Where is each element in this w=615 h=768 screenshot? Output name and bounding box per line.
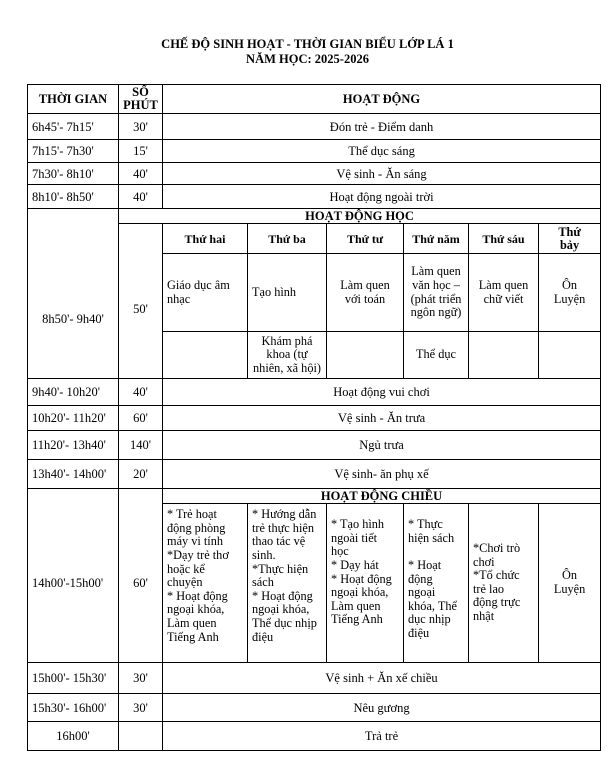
table-row — [28, 405, 601, 430]
table-row — [28, 722, 601, 751]
afternoon-tue: * Hướng dẫn trẻ thực hiện thao tác vệ sinh. *Thực hiện sách * Hoạt động ngoại khóa, Thể dục nhịp điệu — [248, 504, 327, 662]
learning-minutes: 50' — [119, 239, 163, 379]
afternoon-heading: HOẠT ĐỘNG CHIỀU — [163, 488, 601, 503]
row-activity: Thể dục sáng — [163, 139, 601, 162]
learning-tue: Tạo hình — [248, 254, 327, 331]
row-activity: Ngủ trưa — [163, 431, 601, 459]
row-activity: Hoạt động ngoài trời — [163, 185, 601, 208]
learning-mon-2 — [163, 331, 248, 379]
row-time: 6h45'- 7h15' — [28, 114, 119, 139]
header-activity: HOẠT ĐỘNG — [163, 85, 601, 114]
learning-time: 8h50'- 9h40' — [28, 208, 119, 379]
afternoon-heading-row — [28, 488, 601, 503]
afternoon-mon: * Trẻ hoạt động phòng máy vi tính *Dạy trẻ thơ hoặc kể chuyện * Hoạt động ngoại khóa, Làm quen Tiếng Anh — [163, 504, 248, 662]
learning-sat: Ôn Luyện — [539, 254, 601, 331]
learning-wed-2 — [327, 331, 404, 379]
row-minutes: 30' — [119, 662, 163, 693]
header-time: THỜI GIAN — [28, 85, 119, 114]
row-minutes: 40' — [119, 379, 163, 405]
table-row — [28, 662, 601, 693]
afternoon-thu: * Thực hiện sách * Hoạt động ngoại khóa, Thể dục nhịp điệu — [404, 504, 469, 662]
row-activity: Vệ sinh - Ăn sáng — [163, 163, 601, 185]
row-time: 15h30'- 16h00' — [28, 694, 119, 722]
table-row — [28, 459, 601, 488]
table-row — [28, 163, 601, 185]
row-time: 15h00'- 15h30' — [28, 662, 119, 693]
row-activity: Vệ sinh- ăn phụ xế — [163, 459, 601, 488]
day-tuesday: Thứ ba — [248, 224, 327, 254]
afternoon-fri: *Chơi trò chơi *Tổ chức trẻ lao động trực nhật — [469, 504, 539, 662]
day-thursday: Thứ năm — [404, 224, 469, 254]
row-minutes: 40' — [119, 163, 163, 185]
learning-mon: Giáo dục âm nhạc — [163, 254, 248, 331]
school-year: NĂM HỌC: 2025-2026 — [246, 52, 369, 66]
row-activity: Trả trẻ — [163, 722, 601, 751]
afternoon-sat: Ôn Luyện — [539, 504, 601, 662]
table-row — [28, 431, 601, 459]
day-friday: Thứ sáu — [469, 224, 539, 254]
row-time: 11h20'- 13h40' — [28, 431, 119, 459]
learning-sat-2 — [539, 331, 601, 379]
row-activity: Nêu gương — [163, 694, 601, 722]
table-row — [28, 694, 601, 722]
row-activity: Đón trẻ - Điểm danh — [163, 114, 601, 139]
afternoon-minutes: 60' — [119, 488, 163, 662]
row-time: 16h00' — [28, 722, 119, 751]
day-monday: Thứ hai — [163, 224, 248, 254]
row-activity: Vệ sinh + Ăn xế chiều — [163, 662, 601, 693]
table-row — [28, 114, 601, 139]
learning-thu-2: Thể dục — [404, 331, 469, 379]
row-activity: Vệ sinh - Ăn trưa — [163, 405, 601, 430]
learning-heading-row — [28, 208, 601, 223]
afternoon-wed: * Tạo hình ngoài tiết học * Dạy hát * Hoạt động ngoại khóa, Làm quen Tiếng Anh — [327, 504, 404, 662]
row-minutes: 20' — [119, 459, 163, 488]
row-time: 8h10'- 8h50' — [28, 185, 119, 208]
row-minutes: 140' — [119, 431, 163, 459]
header-minutes: SỐ PHÚT — [119, 85, 163, 114]
document-title: CHẾ ĐỘ SINH HOẠT - THỜI GIAN BIỂU LỚP LÁ 1 — [161, 37, 454, 51]
learning-wed: Làm quen với toán — [327, 254, 404, 331]
row-minutes: 15' — [119, 139, 163, 162]
row-time: 13h40'- 14h00' — [28, 459, 119, 488]
table-row — [28, 185, 601, 208]
row-minutes: 40' — [119, 185, 163, 208]
learning-tue-2: Khám phá khoa (tự nhiên, xã hội) — [248, 331, 327, 379]
schedule-table — [27, 84, 601, 751]
learning-fri: Làm quen chữ viết — [469, 254, 539, 331]
row-activity: Hoạt động vui chơi — [163, 379, 601, 405]
header-row — [28, 85, 601, 114]
learning-minutes-spacer — [119, 224, 163, 239]
row-minutes: 60' — [119, 405, 163, 430]
row-minutes: 30' — [119, 114, 163, 139]
row-time: 9h40'- 10h20' — [28, 379, 119, 405]
row-minutes — [119, 722, 163, 751]
learning-heading: HOẠT ĐỘNG HỌC — [119, 208, 601, 223]
row-time: 7h15'- 7h30' — [28, 139, 119, 162]
table-row — [28, 379, 601, 405]
day-saturday: Thứ bảy — [539, 224, 601, 254]
row-minutes: 30' — [119, 694, 163, 722]
row-time: 7h30'- 8h10' — [28, 163, 119, 185]
learning-fri-2 — [469, 331, 539, 379]
table-row — [28, 139, 601, 162]
afternoon-time: 14h00'-15h00' — [28, 488, 119, 662]
row-time: 10h20'- 11h20' — [28, 405, 119, 430]
day-wednesday: Thứ tư — [327, 224, 404, 254]
learning-thu: Làm quen văn học – (phát triển ngôn ngữ) — [404, 254, 469, 331]
